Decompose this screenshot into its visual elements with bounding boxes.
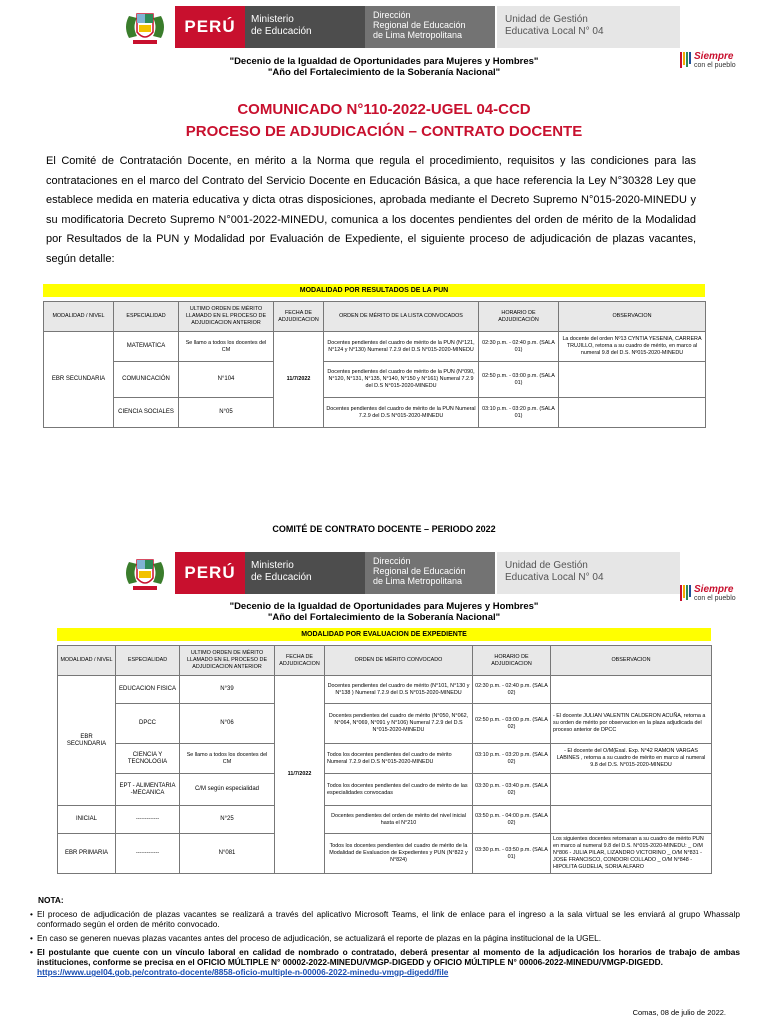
table-row: DPCC N°06 Docentes pendientes del cuadro de mérito (N°050, N°062, N°064, N°069, N°091 y N°106) Numeral 7.2.9 del D.S N°015-2020-MINEDU 02:50 p.m. - 03:00 p.m. (SALA 02) - El docente JULIAN VALENTIN CALDERON ACUÑA, retorna a su orden de mérito por observacion en la plaza adjudicada del proceso anterior de DPCC [58,704,712,744]
table-row: EBR SECUNDARIA EDUCACION FISICA N°39 11/7/2022 Docentes pendientes del cuadro de mérito (N°101, N°130 y N°138 ) Numeral 7.2.9 del D.S N°015-2020-MINEDU 02:30 p.m. - 02:40 p.m. (SALA 02) [58,676,712,704]
notes-section [30,895,740,981]
comunicado-number: COMUNICADO N°110-2022-UGEL 04-CCD [237,101,531,118]
note-item: • En caso se generen nuevas plazas vacantes antes del proceso de adjudicación, se actualizará el reporte de plazas en la página institucional de la UGEL. [30,933,602,943]
note-item: • El postulante que cuente con un vínculo laboral en calidad de nombrado o contratado, deberá presentar al momento de la adjudicación los horarios de trabajo de ambas instituciones, conforme se precisa en el OFICIO MÚLTIPLE N° 00002-2022-MINEDU/VMGP-DIGEDD y OFICIO MÚLTIPLE N° 00006-2022-MINEDU/VMGP-DIGEDD. https://www.ugel04.gob.pe/contrato-docente/8858-oficio-multiple-n-00006-2022-minedu-vmgp-digedd/file [30,947,740,977]
header-banner-2 [115,552,680,594]
direccion-label: Dirección Regional de Educación de Lima Metropolitana [365,6,495,48]
peru-logo: PERÚ [175,552,245,594]
ministry-label: Ministerio de Educación [245,552,365,594]
oficio-link[interactable]: https://www.ugel04.gob.pe/contrato-docente/8858-oficio-multiple-n-00006-2022-minedu-vmgp-digedd/file [37,967,449,977]
table-row: EBR PRIMARIA ------------- N°081 Todos los docentes pendientes del cuadro de mérito de la Modalidad de Evaluacion de Expedientes y PUN (N°822 y N°824) 03:30 p.m. - 03:50 p.m. (SALA 01) Los siguientes docentes retornaran a su cuadro de mérito PUN en marco al numeral 9.8 del D.S. N°015-2020-MINEDU: _ O/M N°806 - JULIA PILAR, LIZANDRO VICTORINO _ O/M N°831 - JOSE FRANCISCO, CONDORI COLLADO _ O/M N°848 - HIPOLITA GUDELIA, SORIA ALFARO [58,834,712,874]
bullet-icon: • [30,947,33,957]
table-header-row: MODALIDAD / NIVEL ESPECIALIDAD ULTIMO ORDEN DE MÉRITO LLAMADO EN EL PROCESO DE ADJUDICACION ANTERIOR FECHA DE ADJUDICACION ORDEN DE MÉRITO CONVOCADO HORARIO DE ADJUDICACION OBSERVACION [58,646,712,676]
pun-table [43,301,706,428]
table2-band: MODALIDAD POR EVALUACION DE EXPEDIENTE [57,628,711,641]
comite-heading: COMITÉ DE CONTRATO DOCENTE – PERIODO 2022 [272,524,496,534]
table1-band: MODALIDAD POR RESULTADOS DE LA PUN [43,284,705,297]
siempre-logo: Siempre con el pueblo [694,585,754,602]
peru-logo: PERÚ [175,6,245,48]
document-date: Comas, 08 de julio de 2022. [632,1008,726,1017]
ugel-label: Unidad de Gestión Educativa Local N° 04 [495,6,680,48]
bullet-icon: • [30,933,33,943]
motto-2: "Decenio de la Igualdad de Oportunidades para Mujeres y Hombres" "Año del Fortalecimiento de la Soberanía Nacional" [229,601,539,623]
table-row: EBR SECUNDARIA MATEMATICA Se llamo a todos los docentes del CM 11/7/2022 Docentes pendientes del cuadro de mérito de la PUN (N°121, N°124 y N°130) Numeral 7.2.9 del D.S N°015-2020-MINEDU 02:30 p.m. - 02:40 p.m. (SALA 01) La docente del orden Nº13 CYNTIA YESENIA, CARRERA TRUJILLO, retorna a su cuadro de mérito, en marco al numeral 9.8 del D.S. Nº015-2020-MINEDU [44,332,706,362]
table-row: EPT - ALIMENTARIA -MECANICA C/M según especialidad Todos los docentes pendientes del cuadro de mérito de las especialidades convocadas 03:30 p.m. - 03:40 p.m. (SALA 02) [58,774,712,806]
page-title [0,101,768,141]
table-row: COMUNICACIÓN N°104 Docentes pendientes del cuadro de mérito de la PUN (N°090, N°120, N°131, N°135, N°140, N°150 y N°161) Numeral 7.2.9 del D.S N°015-2020-MINEDU 02:50 p.m. - 03:00 p.m. (SALA 01) [44,362,706,398]
note-item: • El proceso de adjudicación de plazas vacantes se realizará a través del aplicativo Microsoft Teams, el link de enlace para el ingreso a la sala virtual se les enviará al grupo Whassalp conformado según el orden de mérito convocado. [30,909,740,929]
ministry-label: Ministerio de Educación [245,6,365,48]
siempre-bars-icon [680,585,692,601]
siempre-logo: Siempre con el pueblo [694,52,754,69]
intro-paragraph: El Comité de Contratación Docente, en mérito a la Norma que regula el procedimiento, requisitos y las condiciones para las contrataciones en el marco del Contrato del Servicio Docente en Educación Básica, a que hace referencia la Ley N°30328 Ley que establece medida en materia educativa y dicta otras disposiciones, aprobada mediante el Decreto Supremo N°015-2020-MINEDU y su modificatoria Decreto Supremo N°001-2022-MINEDU, comunica a los docentes pendientes del orden de mérito de la Modalidad por Resultados de la PUN y Modalidad por Evaluación de Expediente, el siguiente proceso de adjudicación de plazas vacantes, según detalle: [46,155,696,265]
coat-of-arms-icon [115,6,175,48]
process-title: PROCESO DE ADJUDICACIÓN – CONTRATO DOCENTE [185,123,583,140]
motto: "Decenio de la Igualdad de Oportunidades para Mujeres y Hombres" "Año del Fortalecimiento de la Soberanía Nacional" [229,56,539,78]
direccion-label: Dirección Regional de Educación de Lima Metropolitana [365,552,495,594]
header-banner [115,6,680,48]
expediente-table [57,645,712,874]
table-row: CIENCIA SOCIALES N°05 Docentes pendientes del cuadro de mérito de la PUN Numeral 7.2.9 del D.S N°015-2020-MINEDU 03:10 p.m. - 03:20 p.m. (SALA 01) [44,398,706,428]
notes-title: NOTA: [38,895,64,905]
ugel-label: Unidad de Gestión Educativa Local N° 04 [495,552,680,594]
table-row: CIENCIA Y TECNOLOGIA Se llamo a todos los docentes del CM Todos los docentes pendientes del cuadro de mérito Numeral 7.2.9 del D.S N°015-2020-MINEDU 03:10 p.m. - 03:20 p.m. (SALA 02) - El docente del O/M(Exal. Exp. N°42 RAMON VARGAS LABINES , retorna a su cuadro de mérito en marco al numeral 9.8 del D.S. N°015-2020-MINEDU [58,744,712,774]
bullet-icon: • [30,909,33,919]
table-header-row: MODALIDAD / NIVEL ESPECIALIDAD ULTIMO ORDEN DE MÉRITO LLAMADO EN EL PROCESO DE ADJUDICACION ANTERIOR FECHA DE ADJUDICACION ORDEN DE MÉRITO DE LA LISTA CONVOCADOS HORARIO DE ADJUDICACIÓN OBSERVACION [44,302,706,332]
table-row: INICIAL ------------- N°25 Docentes pendientes del orden de mérito del nivel inicial hasta el N°210 03:50 p.m. - 04:00 p.m. (SALA 02) [58,806,712,834]
coat-of-arms-icon [115,552,175,594]
